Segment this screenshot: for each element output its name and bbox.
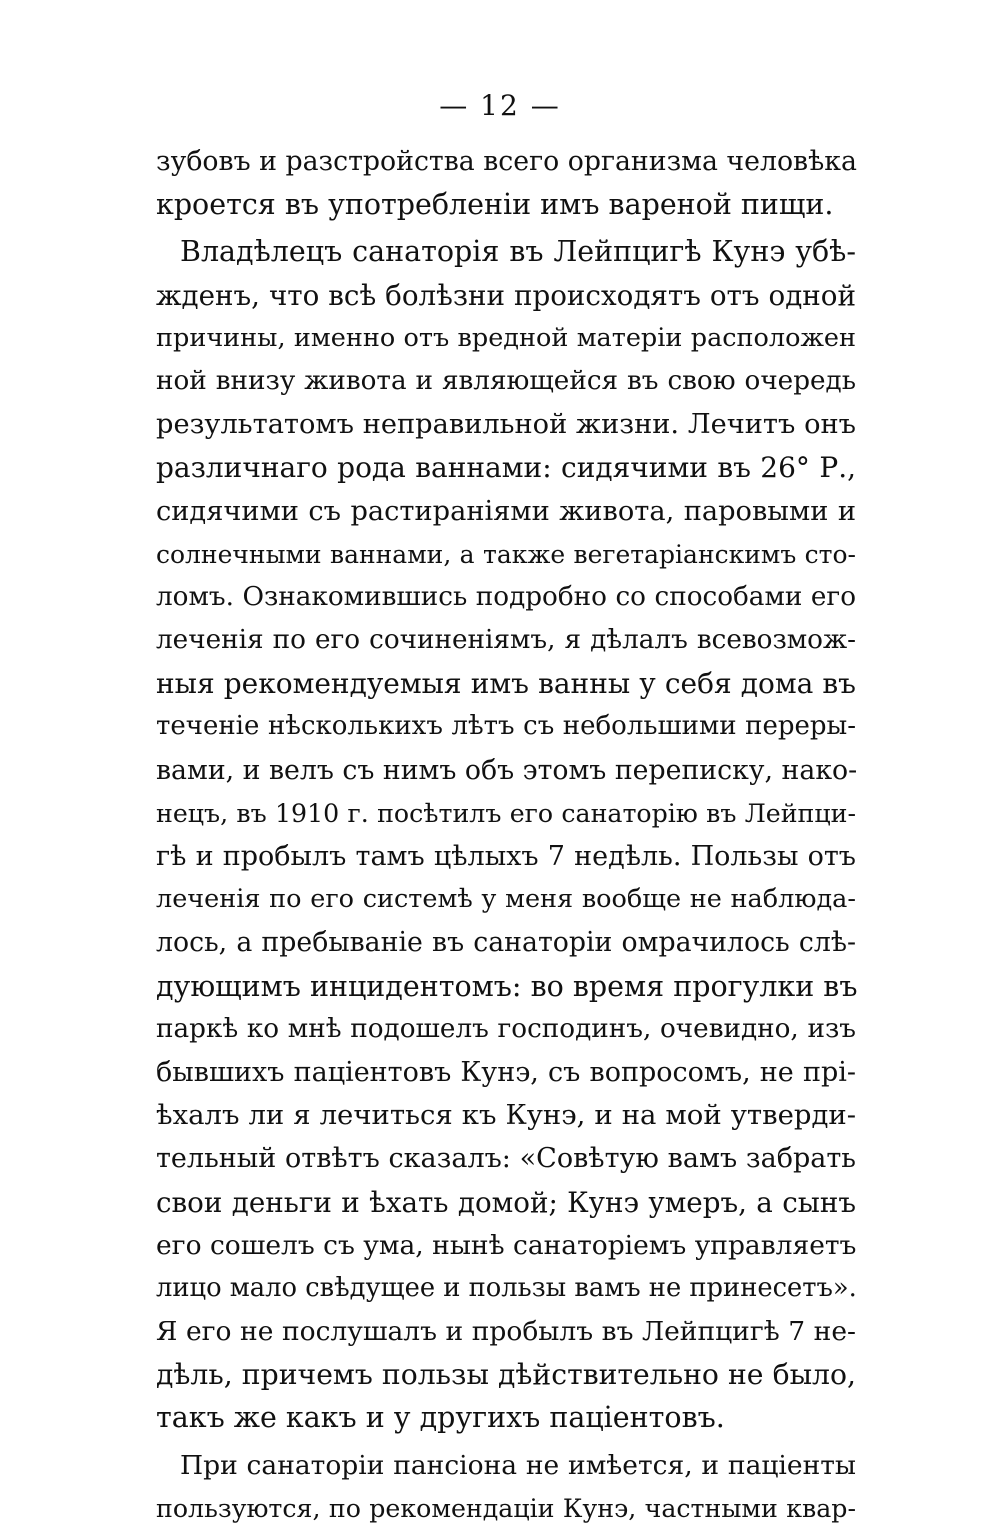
text-line: вами, и велъ съ нимъ объ этомъ переписку, нако- <box>156 754 858 786</box>
text-line: нецъ, въ 1910 г. посѣтилъ его санаторiю въ Лейпци- <box>156 798 856 828</box>
text-line: леченiя по его системѣ у меня вообще не наблюда- <box>156 884 856 915</box>
text-line: гѣ и пробылъ тамъ цѣлыхъ 7 недѣль. Пользы отъ <box>156 841 856 872</box>
text-line: различнаго рода ваннами: сидячими въ 26° Р., <box>156 451 856 485</box>
text-line: жденъ, что всѣ болѣзни происходятъ отъ одной <box>156 278 856 312</box>
text-line: зубовъ и разстройства всего организма человѣка <box>156 146 857 177</box>
text-line: ломъ. Ознакомившись подробно со способами его <box>156 581 856 612</box>
text-line: лось, а пребыванiе въ санаторiи омрачилось слѣ- <box>156 927 856 959</box>
text-line: пользуются, по рекомендацiи Кунэ, частными квар- <box>156 1493 856 1523</box>
text-line: его сошелъ съ ума, нынѣ санаторiемъ управляетъ <box>156 1229 857 1261</box>
text-line: теченiе нѣсколькихъ лѣтъ съ небольшими переры- <box>156 711 856 742</box>
text-line: дующимъ инцидентомъ: во время прогулки въ <box>156 969 858 1003</box>
text-line: При санаторiи пансiона не имѣется, и пацiенты <box>180 1449 856 1481</box>
text-line: такъ же какъ и у другихъ пацiентовъ. <box>156 1401 725 1435</box>
text-line: Я его не послушалъ и пробылъ въ Лейпцигѣ 7 не- <box>156 1316 856 1348</box>
text-line: ныя рекомендуемыя имъ ванны у себя дома въ <box>156 667 856 701</box>
paragraph-continuation <box>156 140 856 226</box>
text-line: бывшихъ пацiентовъ Кунэ, съ вопросомъ, не прi- <box>156 1056 856 1088</box>
text-line: ной внизу живота и являющейся въ свою очередь <box>156 365 856 396</box>
text-line: причины, именно отъ вредной матерiи расположен <box>156 322 856 353</box>
page-number: — 12 — <box>439 89 561 122</box>
text-line: паркѣ ко мнѣ подошелъ господинъ, очевидно, изъ <box>156 1013 856 1044</box>
text-line: лицо мало свѣдущее и пользы вамъ не принесетъ». <box>156 1272 857 1303</box>
text-line: результатомъ неправильной жизни. Лечитъ онъ <box>156 409 856 441</box>
paragraph-boarding <box>156 1444 856 1530</box>
text-line: свои деньги и ѣхать домой; Кунэ умеръ, а сынъ <box>156 1185 856 1219</box>
text-line: Владѣлецъ санаторія въ Лейпцигѣ Кунэ убѣ- <box>180 235 856 269</box>
text-line: ѣхалъ ли я лечиться къ Кунэ, и на мой утверди- <box>156 1099 856 1132</box>
paragraph-kuhne-sanatorium <box>156 230 856 1439</box>
text-line: сидячими съ растиранiями живота, паровыми и <box>156 495 856 527</box>
text-line: кроется въ употребленiи имъ вареной пищи. <box>156 188 834 222</box>
text-line: леченiя по его сочиненiямъ, я дѣлалъ всевозмож- <box>156 625 856 656</box>
text-line: солнечными ваннами, а также вегетарiанскимъ сто- <box>156 539 856 569</box>
body-text <box>156 140 856 1530</box>
text-line: тельный отвѣтъ сказалъ: «Совѣтую вамъ забрать <box>156 1143 856 1175</box>
text-line: дѣль, причемъ пользы дѣйствительно не было, <box>156 1358 856 1392</box>
